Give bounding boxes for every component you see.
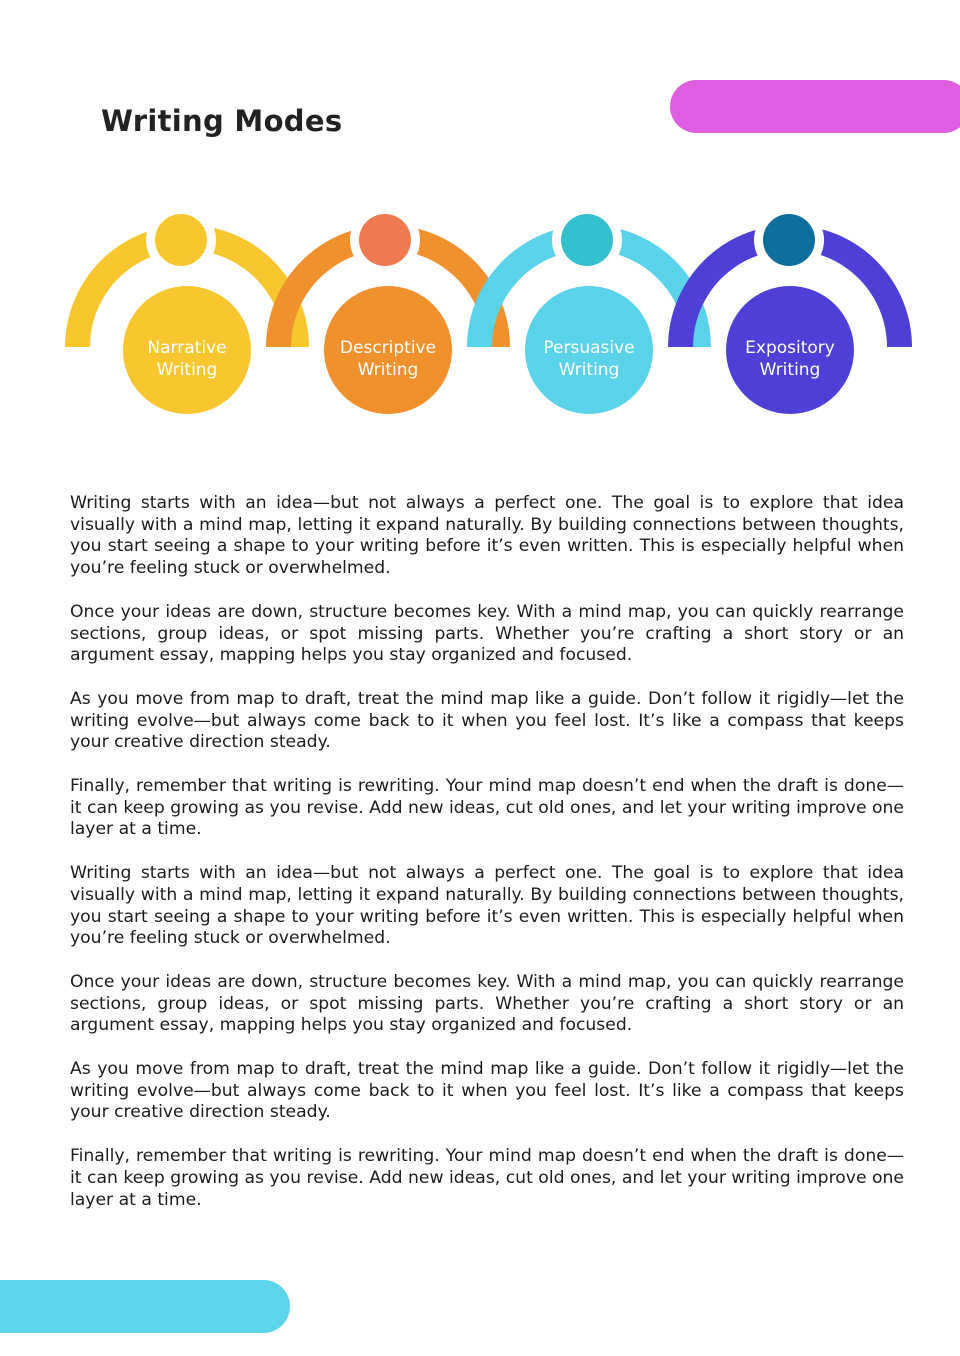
paragraph: Once your ideas are down, structure becomes key. With a mind map, you can quickly rearrange sections, group ideas, or spot missing parts. Whether you’re crafting a short story or an argument essay, mapping helps you stay organized and focused. bbox=[70, 601, 904, 666]
mode-descriptive-line2: Writing bbox=[357, 360, 419, 380]
mode-narrative-line2: Writing bbox=[156, 360, 218, 380]
paragraph: Once your ideas are down, structure becomes key. With a mind map, you can quickly rearrange sections, group ideas, or spot missing parts. Whether you’re crafting a short story or an argument essay, mapping helps you stay organized and focused. bbox=[70, 971, 904, 1036]
bottom-accent-bar bbox=[0, 1280, 290, 1333]
mode-descriptive-line1: Descriptive bbox=[339, 338, 437, 358]
mode-persuasive-line2: Writing bbox=[558, 360, 620, 380]
mode-narrative-line1: Narrative bbox=[147, 338, 227, 358]
paragraph: As you move from map to draft, treat the mind map like a guide. Don’t follow it rigidly—let the writing evolve—but always come back to it when you feel lost. It’s like a compass that keeps your creative direction steady. bbox=[70, 688, 904, 753]
paragraph: Finally, remember that writing is rewriting. Your mind map doesn’t end when the draft is done—it can keep growing as you revise. Add new ideas, cut old ones, and let your writing improve one layer at a time. bbox=[70, 776, 904, 840]
paragraph: Writing starts with an idea—but not always a perfect one. The goal is to explore that idea visually with a mind map, letting it expand naturally. By building connections between thoughts, you start seeing a shape to your writing before it’s even written. This is especially helpful when you’re feeling stuck or overwhelmed. bbox=[70, 863, 904, 949]
top-accent-bar bbox=[670, 80, 960, 133]
dot-descriptive bbox=[350, 205, 420, 275]
mode-expository-line1: Expository bbox=[745, 338, 835, 358]
paragraph: As you move from map to draft, treat the mind map like a guide. Don’t follow it rigidly—let the writing evolve—but always come back to it when you feel lost. It’s like a compass that keeps your creative direction steady. bbox=[70, 1059, 904, 1123]
paragraph: Writing starts with an idea—but not always a perfect one. The goal is to explore that idea visually with a mind map, letting it expand naturally. By building connections between thoughts, you start seeing a shape to your writing before it’s even written. This is especially helpful when you’re feeling stuck or overwhelmed. bbox=[70, 493, 904, 579]
mode-persuasive-line1: Persuasive bbox=[543, 338, 635, 358]
mode-expository bbox=[717, 277, 863, 423]
paragraph: Finally, remember that writing is rewriting. Your mind map doesn’t end when the draft is done—it can keep growing as you revise. Add new ideas, cut old ones, and let your writing improve one layer at a time. bbox=[70, 1146, 904, 1210]
mode-expository-line2: Writing bbox=[759, 360, 821, 380]
dot-expository bbox=[754, 205, 824, 275]
mode-descriptive bbox=[315, 277, 461, 423]
mode-persuasive bbox=[516, 277, 662, 423]
mode-narrative bbox=[114, 277, 260, 423]
page-title: Writing Modes bbox=[101, 104, 343, 138]
body-text bbox=[70, 493, 904, 1233]
dot-narrative bbox=[146, 205, 216, 275]
dot-persuasive bbox=[552, 205, 622, 275]
writing-modes-diagram bbox=[0, 195, 960, 435]
